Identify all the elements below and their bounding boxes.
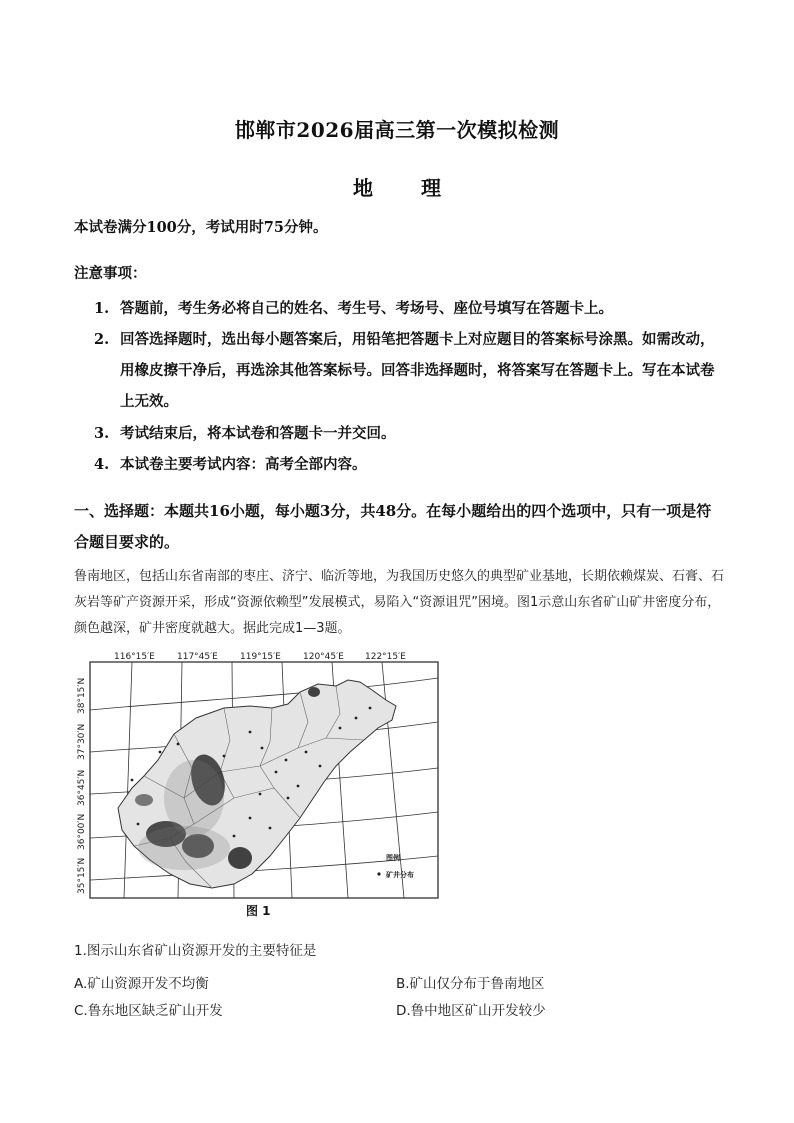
latitude-label: 36°00′N	[77, 813, 87, 850]
notice-number: 3.	[94, 425, 110, 442]
option-b: B.矿山仅分布于鲁南地区	[396, 976, 545, 992]
notice-text: 回答选择题时，选出每小题答案后，用铅笔把答题卡上对应题目的答案标号涂黑。如需改动，用橡皮擦干净后，再选涂其他答案标号。回答非选择题时，将答案写在答题卡上。写在本试卷上无效。	[120, 331, 715, 410]
notice-number: 1.	[94, 300, 110, 317]
legend-item: 矿井分布	[386, 871, 414, 879]
legend-dot	[377, 872, 380, 875]
subject-char: 地	[353, 176, 373, 200]
longitude-label: 122°15′E	[365, 652, 406, 662]
map-graphic	[74, 648, 444, 900]
notice-text: 考试结束后，将本试卷和答题卡一并交回。	[120, 425, 396, 442]
notice-number: 4.	[94, 456, 110, 473]
question-stem: 1.图示山东省矿山资源开发的主要特征是	[74, 943, 317, 959]
option-d: D.鲁中地区矿山开发较少	[396, 1003, 546, 1019]
exam-info: 本试卷满分100分，考试用时75分钟。	[74, 219, 328, 236]
longitude-label: 117°45′E	[177, 652, 218, 662]
legend-title: 图例	[386, 854, 400, 862]
latitude-label: 38°15′N	[77, 677, 87, 714]
reading-passage: 鲁南地区，包括山东省南部的枣庄、济宁、临沂等地，为我国历史悠久的典型矿业基地，长期依赖煤炭、石膏、石灰岩等矿产资源开采，形成“资源依赖型”发展模式，易陷入“资源诅咒”困境。图1示意山东省矿山矿井密度分布，颜色越深，矿井密度就越大。据此完成1—3题。	[74, 569, 725, 636]
option-c: C.鲁东地区缺乏矿山开发	[74, 1003, 223, 1019]
exam-title: 邯郸市2026届高三第一次模拟检测	[234, 118, 560, 142]
notice-item	[94, 293, 722, 324]
notice-text: 答题前，考生务必将自己的姓名、考生号、考场号、座位号填写在答题卡上。	[120, 300, 613, 317]
notice-number: 2.	[94, 331, 110, 348]
latitude-label: 36°45′N	[77, 769, 87, 806]
latitude-label: 35°15′N	[77, 857, 87, 894]
option-a: A.矿山资源开发不均衡	[74, 976, 209, 992]
longitude-label: 120°45′E	[303, 652, 344, 662]
notice-item	[94, 449, 722, 480]
latitude-label: 37°30′N	[77, 723, 87, 760]
notice-item	[94, 324, 722, 417]
longitude-label: 119°15′E	[240, 652, 281, 662]
notice-item	[94, 418, 722, 449]
subject-char: 理	[421, 176, 441, 200]
notice-heading: 注意事项：	[74, 265, 147, 282]
longitude-label: 116°15′E	[114, 652, 155, 662]
subject-title	[0, 172, 794, 201]
shandong-mine-map	[74, 648, 444, 900]
notice-text: 本试卷主要考试内容：高考全部内容。	[120, 456, 367, 473]
section-heading: 一、选择题：本题共16小题，每小题3分，共48分。在每小题给出的四个选项中，只有一项是符合题目要求的。	[74, 502, 712, 551]
figure-caption: 图 1	[246, 904, 271, 918]
